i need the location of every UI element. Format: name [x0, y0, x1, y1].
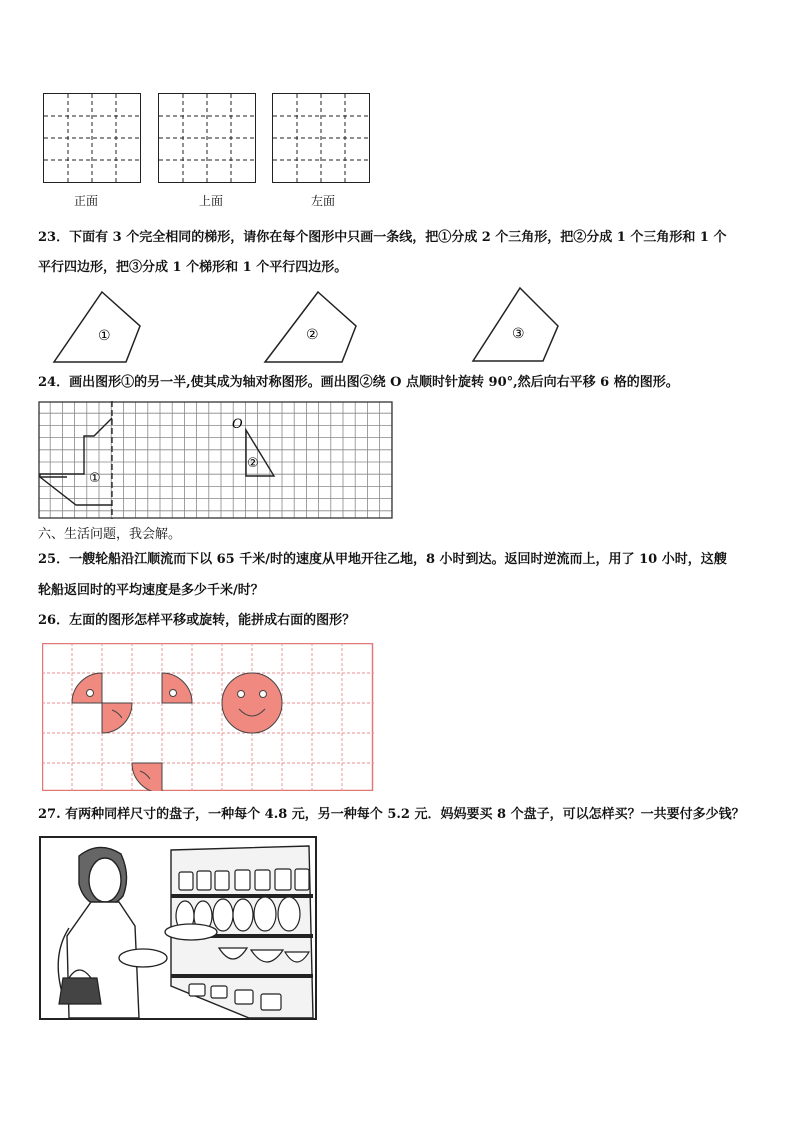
smiley-face [222, 673, 282, 733]
question-25-line2: 轮船返回时的平均速度是多少千米/时？ [38, 583, 264, 598]
figure-1-half [40, 418, 112, 505]
point-o-label: O [232, 417, 243, 432]
trapezoid-3-label: ③ [512, 326, 525, 342]
top-view-label: 上面 [199, 194, 224, 208]
front-view-grid [43, 93, 141, 183]
question-23-line1: 23．下面有 3 个完全相同的梯形，请你在每个图形中只画一条线，把①分成 2 个三角形，把②分成 1 个三角形和 1 个 [38, 230, 727, 245]
question-27: 27. 有两种同样尺寸的盘子，一种每个 4.8 元，另一种每个 5.2 元．妈妈要买 8 个盘子，可以怎样买？一共要付多少钱？ [38, 807, 745, 822]
front-view-label: 正面 [74, 194, 99, 208]
figure-1-label: ① [89, 471, 101, 486]
q26-puzzle-figure [42, 643, 374, 791]
trapezoid-2-label: ② [306, 327, 319, 343]
question-25-line1: 25．一艘轮船沿江顺流而下以 65 千米/时的速度从甲地开往乙地，8 小时到达。返回时逆流而上，用了 10 小时，这艘 [38, 552, 727, 567]
trapezoid-1 [54, 292, 140, 362]
figure-2-label: ② [247, 456, 259, 471]
trapezoid-1-label: ① [98, 328, 111, 344]
section-6-heading: 六、生活问题，我会解。 [38, 527, 182, 542]
top-view-grid [158, 93, 256, 183]
trapezoid-3 [473, 288, 558, 361]
q24-grid-figure [38, 401, 394, 519]
question-24: 24．画出图形①的另一半,使其成为轴对称图形。画出图②绕 O 点顺时针旋转 90°,然后向右平移 6 格的图形。 [38, 375, 679, 390]
question-23-line2: 平行四边形，把③分成 1 个梯形和 1 个平行四边形。 [38, 260, 348, 275]
mother-buying-plates-illustration [39, 836, 317, 1020]
trapezoids-figure [50, 284, 610, 366]
question-26: 26．左面的图形怎样平移或旋转，能拼成右面的图形？ [38, 613, 356, 628]
left-view-label: 左面 [311, 194, 336, 208]
left-view-grid [272, 93, 370, 183]
